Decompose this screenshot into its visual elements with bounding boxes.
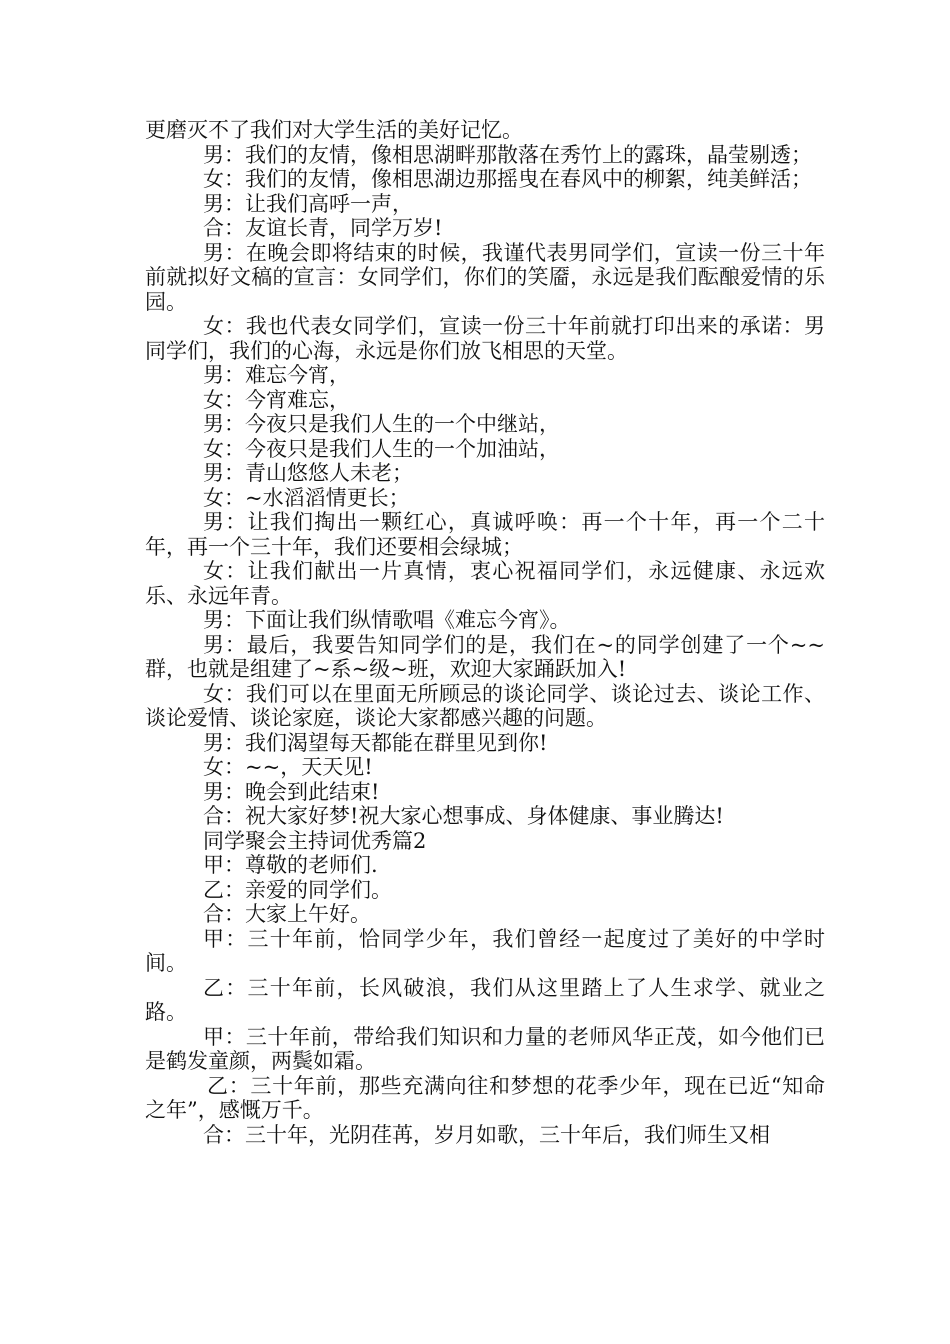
paragraph: 同学聚会主持词优秀篇2 xyxy=(203,828,427,853)
paragraph: 女：今夜只是我们人生的一个加油站， xyxy=(203,436,560,461)
paragraph: 男：让我们掏出一颗红心，真诚呼唤：再一个十年，再一个二十年，再一个三十年，我们还要相会绿城； xyxy=(145,510,825,559)
paragraph: 男：我们的友情，像相思湖畔那散落在秀竹上的露珠，晶莹剔透； xyxy=(203,142,812,167)
paragraph: 甲：三十年前，带给我们知识和力量的老师风华正茂，如今他们已是鹤发童颜，两鬓如霜。 xyxy=(145,1024,825,1073)
paragraph: 更磨灭不了我们对大学生活的美好记忆。 xyxy=(145,118,523,142)
paragraph: 男：最后，我要告知同学们的是，我们在~的同学创建了一个~~群，也就是组建了~系~级~班，欢迎大家踊跃加入! xyxy=(145,632,825,681)
paragraph: 男：下面让我们纵情歌唱《难忘今宵》。 xyxy=(203,608,571,632)
paragraph: 乙：三十年前，那些充满向往和梦想的花季少年，现在已近“知命之年”，感慨万千。 xyxy=(145,1073,825,1122)
document-body xyxy=(145,118,825,1147)
paragraph: 男：青山悠悠人未老； xyxy=(203,461,413,485)
paragraph: 合：友谊长青，同学万岁! xyxy=(203,216,443,240)
paragraph: 合：三十年，光阴荏苒，岁月如歌，三十年后，我们师生又相 xyxy=(203,1122,770,1147)
paragraph: 合：祝大家好梦!祝大家心想事成、身体健康、事业腾达! xyxy=(203,804,724,828)
paragraph: 男：今夜只是我们人生的一个中继站， xyxy=(203,412,560,436)
paragraph: 合：大家上午好。 xyxy=(203,902,371,926)
paragraph: 男：晚会到此结束! xyxy=(203,779,380,804)
paragraph: 男：我们渴望每天都能在群里见到你! xyxy=(203,730,548,755)
paragraph: 女：让我们献出一片真情，衷心祝福同学们，永远健康、永远欢乐、永远年青。 xyxy=(145,559,825,608)
paragraph: 男：让我们高呼一声， xyxy=(203,191,413,216)
paragraph: 甲：尊敬的老师们. xyxy=(203,853,378,877)
paragraph: 甲：三十年前，恰同学少年，我们曾经一起度过了美好的中学时间。 xyxy=(145,926,825,975)
paragraph: 乙：亲爱的同学们。 xyxy=(203,877,392,902)
paragraph: 男：在晚会即将结束的时候，我谨代表男同学们，宣读一份三十年前就拟好文稿的宣言：女同学们，你们的笑靥，永远是我们酝酿爱情的乐园。 xyxy=(145,240,825,314)
paragraph: 乙：三十年前，长风破浪，我们从这里踏上了人生求学、就业之路。 xyxy=(145,975,825,1024)
paragraph: 女：我们的友情，像相思湖边那摇曳在春风中的柳絮，纯美鲜活； xyxy=(203,167,812,191)
paragraph: 女：我也代表女同学们，宣读一份三十年前就打印出来的承诺：男同学们，我们的心海，永远是你们放飞相思的天堂。 xyxy=(145,314,825,363)
paragraph: 女：~水滔滔情更长； xyxy=(203,485,410,510)
paragraph: 女：~~，天天见! xyxy=(203,755,373,779)
paragraph: 女：我们可以在里面无所顾忌的谈论同学、谈论过去、谈论工作、谈论爱情、谈论家庭，谈论大家都感兴趣的问题。 xyxy=(145,681,825,730)
paragraph: 女：今宵难忘， xyxy=(203,387,350,412)
paragraph: 男：难忘今宵， xyxy=(203,363,350,387)
